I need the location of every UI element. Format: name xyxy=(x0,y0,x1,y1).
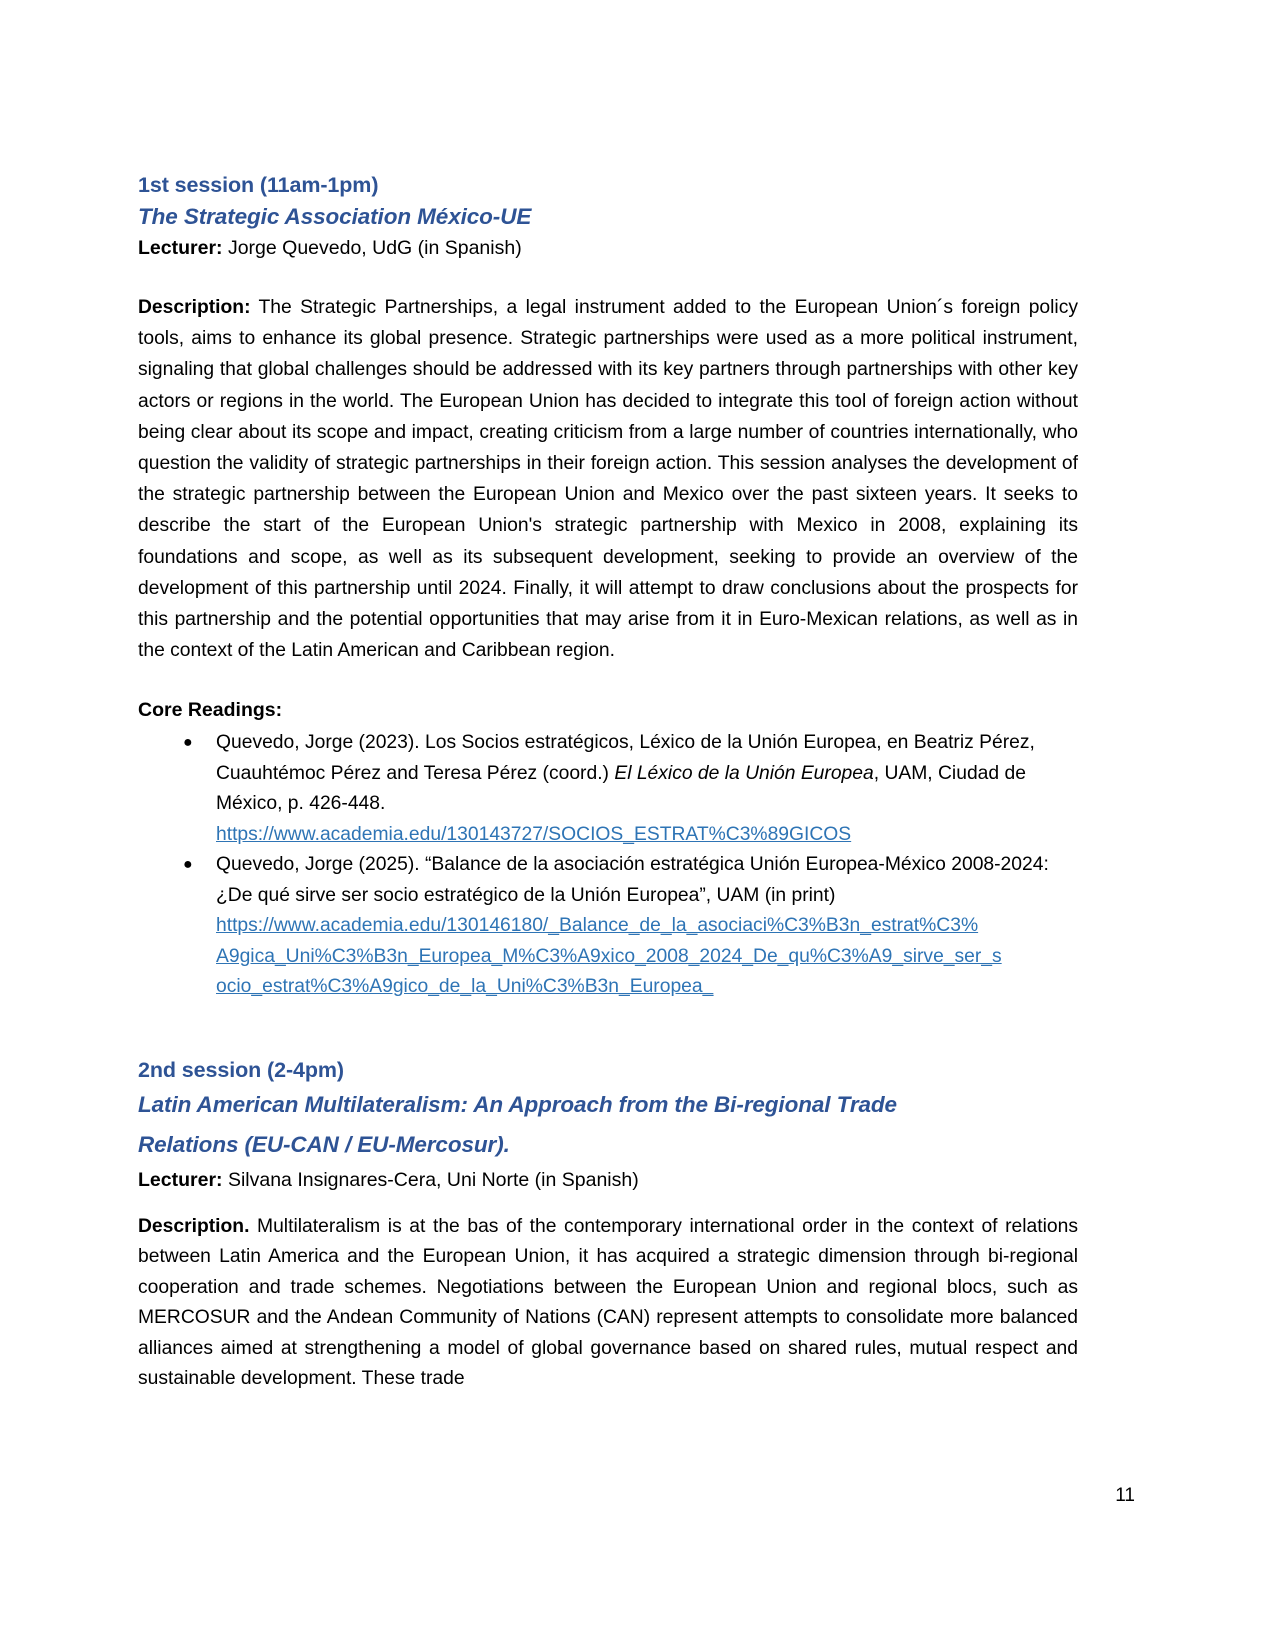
session-2-description xyxy=(138,1212,1078,1395)
session-1-description-label: Description: xyxy=(138,297,251,318)
session-1-lecturer-value: Jorge Quevedo, UdG (in Spanish) xyxy=(222,237,522,259)
spacer xyxy=(138,1194,1078,1212)
reading-text-2: Quevedo, Jorge (2025). “Balance de la asociación estratégica Unión Europea-México 2008-2024: ¿De qué sirve ser socio estratégico de la Unión Europea”, UAM (in print) xyxy=(216,854,1049,906)
reading-link-2-line-1[interactable]: https://www.academia.edu/130146180/_Balance_de_la_asociaci%C3%B3n_estrat%C3% xyxy=(216,915,979,937)
session-1-lecturer-label: Lecturer: xyxy=(138,237,223,259)
session-2-title: Latin American Multilateralism: An Approach from the Bi-regional Trade Relations (EU-CAN / EU-Mercosur). xyxy=(138,1091,897,1157)
list-item xyxy=(138,850,1078,1003)
reading-link-2-line-2[interactable]: A9gica_Uni%C3%B3n_Europea_M%C3%A9xico_2008_2024_De_qu%C3%A9_sirve_ser_s xyxy=(216,945,1002,967)
session-2-lecturer-value: Silvana Insignares-Cera, Uni Norte (in Spanish) xyxy=(222,1168,639,1191)
page-number: 11 xyxy=(1115,1485,1135,1506)
spacer xyxy=(138,1003,1078,1055)
session-2-label: 2nd session (2-4pm) xyxy=(138,1057,344,1082)
bullet-icon: ● xyxy=(183,856,193,874)
session-2-lecturer xyxy=(138,1166,1078,1194)
reading-link-2-line-3[interactable]: ocio_estrat%C3%A9gico_de_la_Uni%C3%B3n_Europea_ xyxy=(216,976,714,998)
reading-italic-1: El Léxico de la Unión Europea xyxy=(614,762,874,784)
session-2-description-label: Description. xyxy=(138,1215,250,1237)
session-1-lecturer xyxy=(138,234,1078,262)
spacer xyxy=(138,666,1078,696)
reading-text-1b: , UAM, Ciudad de México, p. 426-448. xyxy=(216,762,1026,815)
reading-link-1[interactable]: https://www.academia.edu/130143727/SOCIOS_ESTRAT%C3%89GICOS xyxy=(216,823,852,845)
list-item xyxy=(138,728,1078,850)
reading-text-1a: Quevedo, Jorge (2023). Los Socios estratégicos, Léxico de la Unión Europea, en Beatriz Pérez, Cuauhtémoc Pérez and Teresa Pérez (coord.) xyxy=(216,732,1035,784)
page-content xyxy=(138,170,1078,1395)
bullet-icon: ● xyxy=(183,734,193,752)
session-2-lecturer-label: Lecturer: xyxy=(138,1168,223,1191)
session-1-title: The Strategic Association México-UE xyxy=(138,204,532,229)
spacer xyxy=(138,262,1078,292)
session-1-description xyxy=(138,292,1078,666)
core-readings-heading: Core Readings: xyxy=(138,699,283,722)
core-readings-list xyxy=(138,728,1078,1003)
session-1-label: 1st session (11am-1pm) xyxy=(138,173,379,197)
session-2-description-text: Multilateralism is at the bas of the contemporary international order in the context of relations between Latin America and the European Union, it has acquired a strategic dimension through bi-regional cooperation and trade schemes. Negotiations between the European Union and regional blocs, such as MERCOSUR and the Andean Community of Nations (CAN) represent attempts to consolidate more balanced alliances aimed at strengthening a model of global governance based on shared rules, mutual respect and sustainable development. These trade xyxy=(138,1215,1078,1390)
session-1-description-text: The Strategic Partnerships, a legal instrument added to the European Union´s foreign policy tools, aims to enhance its global presence. Strategic partnerships were used as a more political instrument, signaling that global challenges should be addressed with its key partners through partnerships with other key actors or regions in the world. The European Union has decided to integrate this tool of foreign action without being clear about its scope and impact, creating criticism from a large number of countries internationally, who question the validity of strategic partnerships in their foreign action. This session analyses the development of the strategic partnership between the European Union and Mexico over the past sixteen years. It seeks to describe the start of the European Union's strategic partnership with Mexico in 2008, explaining its foundations and scope, as well as its subsequent development, seeking to provide an overview of the development of this partnership until 2024. Finally, it will attempt to draw conclusions about the prospects for this partnership and the potential opportunities that may arise from it in Euro-Mexican relations, as well as in the context of the Latin American and Caribbean region. xyxy=(138,297,1078,662)
